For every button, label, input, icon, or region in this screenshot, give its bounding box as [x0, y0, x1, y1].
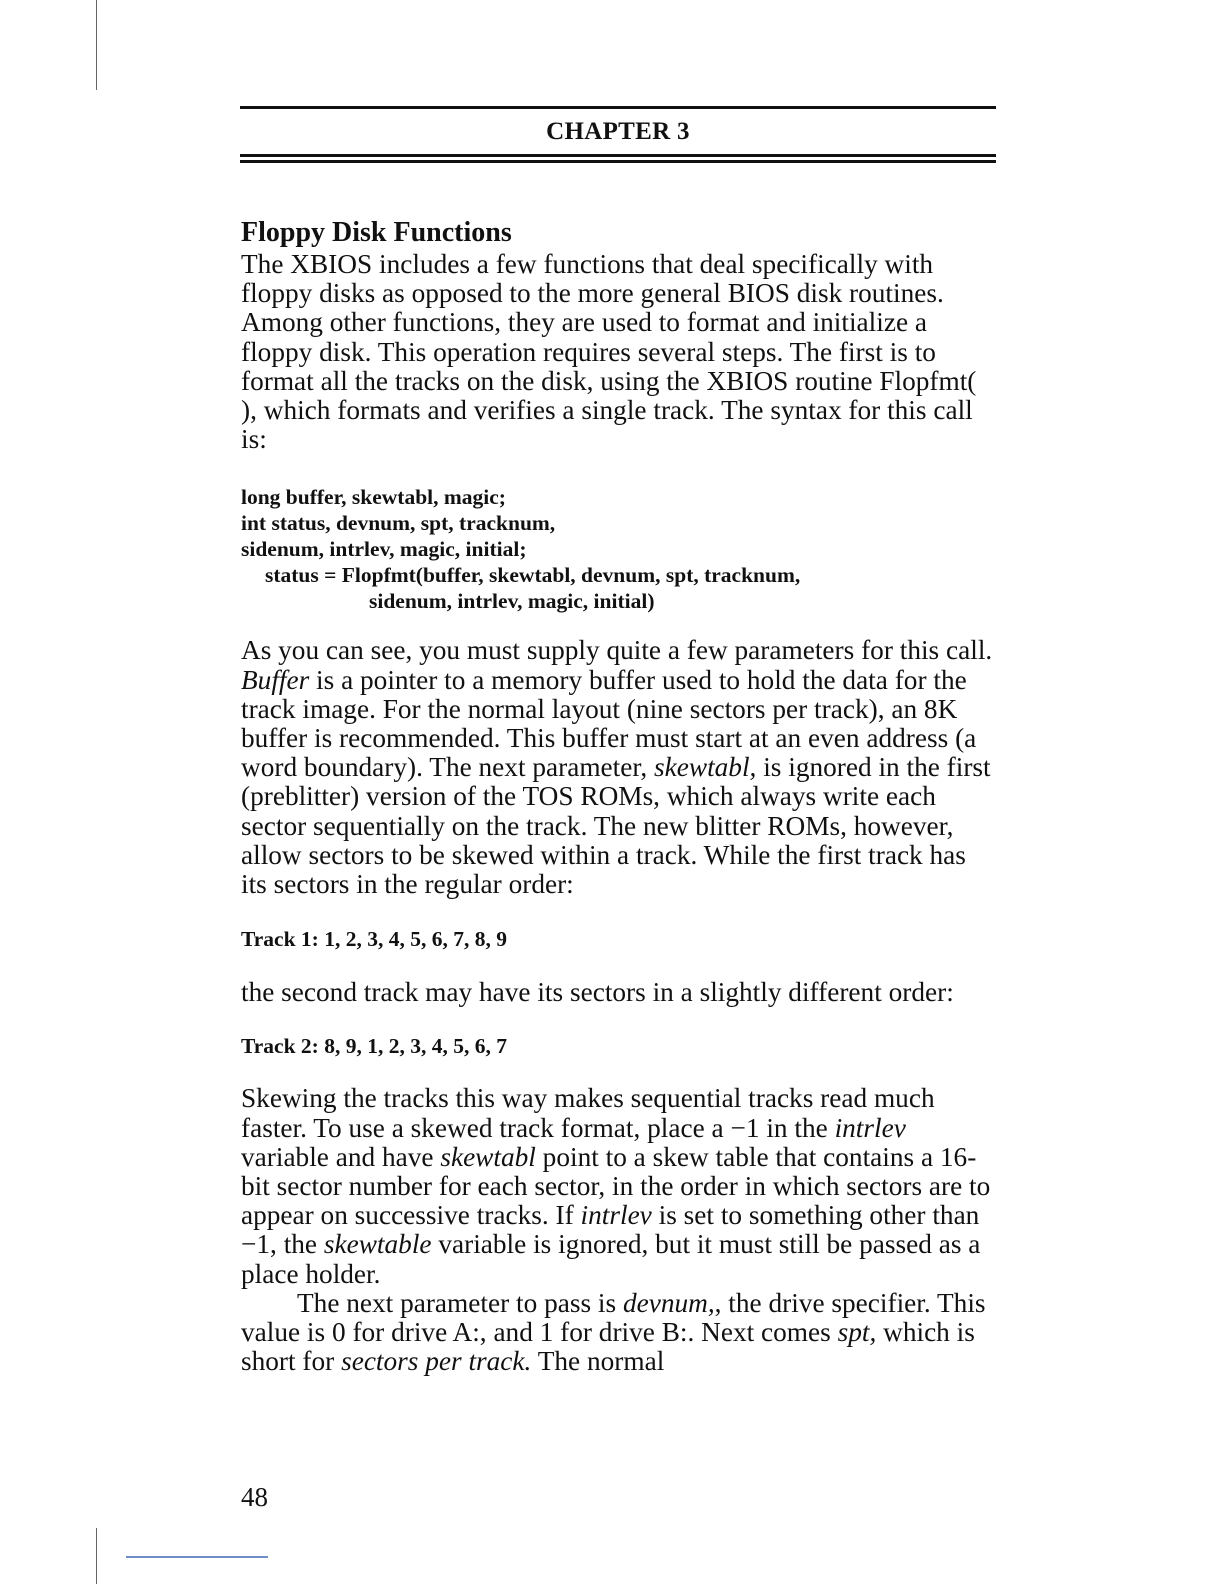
- paragraph-intro: The XBIOS includes a few functions that deal specifically with floppy disks as opposed to the more general BIOS disk routines. Among other functions, they are used to format and initialize a floppy disk. This operation requires several steps. The first is to format all the tracks on the disk, using the XBIOS routine Flopfmt( ), which formats and verifies a single track. The syntax for this call is:: [241, 249, 977, 455]
- emphasis-sectors-per-track: sectors per track.: [341, 1346, 532, 1377]
- track-2-order: Track 2: 8, 9, 1, 2, 3, 4, 5, 6, 7: [241, 1034, 507, 1059]
- emphasis-spt: spt,: [837, 1317, 877, 1348]
- emphasis-intrlev: intrlev: [580, 1200, 652, 1231]
- paragraph-devnum: [241, 1289, 993, 1377]
- header-rule-double: [240, 154, 996, 157]
- chapter-header: [240, 106, 996, 163]
- emphasis-skewtabl: skewtabl,: [654, 752, 757, 783]
- page-content: [241, 216, 993, 1376]
- paragraph-second-track: the second track may have its sectors in a slightly different order:: [241, 977, 954, 1008]
- emphasis-skewtabl: skewtabl: [440, 1141, 536, 1172]
- bottom-rule: [126, 1556, 268, 1558]
- paragraph-parameters: [241, 636, 993, 899]
- code-block: [241, 484, 993, 614]
- code-line: long buffer, skewtabl, magic;: [241, 485, 506, 510]
- scan-edge-line: [96, 0, 97, 90]
- scan-edge-line: [96, 1528, 97, 1584]
- code-line: sidenum, intrlev, magic, initial): [369, 589, 655, 614]
- header-rule-double: [240, 160, 996, 163]
- text-span: is set to something other than −1, the: [241, 1200, 980, 1260]
- text-span: As you can see, you must supply quite a few parameters for this call.: [241, 635, 993, 666]
- chapter-title: CHAPTER 3: [546, 118, 690, 145]
- code-line: sidenum, intrlev, magic, initial;: [241, 537, 527, 562]
- text-span: point to a skew table that contains a 16-bit sector number for each sector, in the order in which sectors are to appear on successive tracks. If: [241, 1141, 991, 1231]
- page-number: 48: [241, 1482, 268, 1512]
- header-rule-top: [240, 106, 996, 109]
- code-line: status = Flopfmt(buffer, skewtabl, devnum, spt, tracknum,: [265, 563, 801, 588]
- text-span: variable and have: [241, 1141, 441, 1172]
- text-span: variable is ignored, but it must still be passed as a place holder.: [241, 1229, 981, 1289]
- emphasis-devnum: devnum,: [622, 1287, 715, 1318]
- text-span: is a pointer to a memory buffer used to hold the data for the track image. For the normal layout (nine sectors per track), an 8K buffer is recommended. This buffer must start at an even address (a word boundary). The next parameter,: [241, 664, 977, 783]
- text-span: The next parameter to pass is: [297, 1287, 623, 1318]
- paragraph-skewing: [241, 1084, 993, 1288]
- code-line: int status, devnum, spt, tracknum,: [241, 511, 556, 536]
- track-1-order: Track 1: 1, 2, 3, 4, 5, 6, 7, 8, 9: [241, 927, 507, 952]
- text-span: The normal: [531, 1346, 665, 1377]
- text-span: which is short for: [241, 1317, 975, 1377]
- text-span: Skewing the tracks this way makes sequential tracks read much faster. To use a skewed track format, place a −1 in the: [241, 1083, 935, 1143]
- text-span: , the drive specifier. This value is 0 for drive A:, and 1 for drive B:. Next comes: [241, 1287, 986, 1348]
- section-heading: Floppy Disk Functions: [241, 217, 512, 248]
- text-span: is ignored in the first (preblitter) version of the TOS ROMs, which always write each sector sequentially on the track. The new blitter ROMs, however, allow sectors to be skewed within a track. While the first track has its sectors in the regular order:: [241, 752, 991, 900]
- emphasis-skewtable: skewtable: [323, 1229, 432, 1260]
- emphasis-intrlev: intrlev: [834, 1112, 906, 1143]
- emphasis-buffer: Buffer: [241, 664, 310, 695]
